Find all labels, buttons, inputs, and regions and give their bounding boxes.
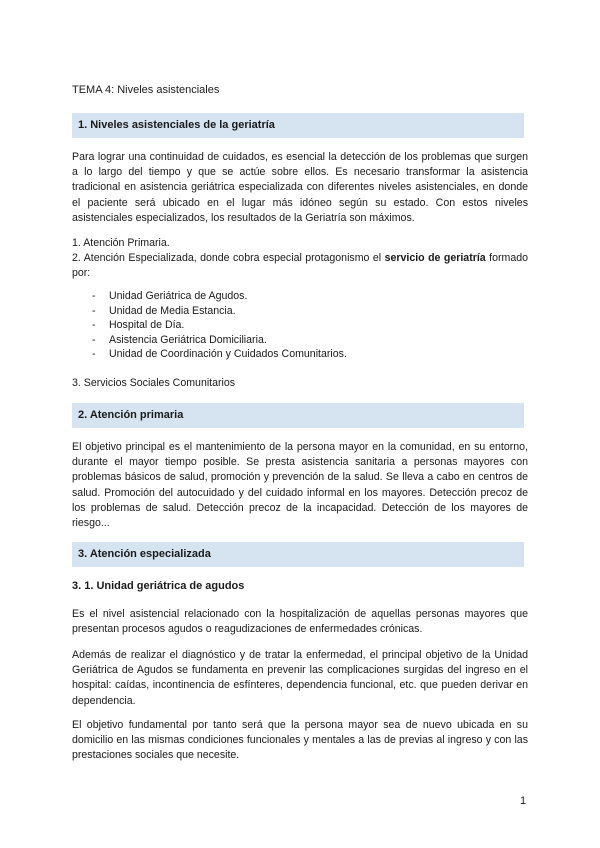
bullet-list (92, 289, 347, 362)
emphasis-text: servicio de geriatría (384, 252, 486, 264)
page-number: 1 (520, 795, 527, 807)
level-item: 1. Atención Primaria. (72, 237, 170, 249)
paragraph: Es el nivel asistencial relacionado con la hospitalización de aquellas personas mayores que presentan procesos agudos o reagudizaciones de enfermedades crónicas. (72, 608, 528, 636)
list-item: - Unidad de Media Estancia. (92, 304, 347, 319)
subsection-heading: 3. 1. Unidad geriátrica de agudos (72, 580, 245, 592)
section-heading-band (72, 403, 524, 428)
paragraph: El objetivo fundamental por tanto será que la persona mayor sea de nuevo ubicada en su domicilio en las mismas condiciones funcionales y mentales a las de previas al ingreso y con las prestaciones sociales que necesite. (72, 719, 528, 762)
paragraph: Además de realizar el diagnóstico y de tratar la enfermedad, el principal objetivo de la Unidad Geriátrica de Agudos se fundamenta en prevenir las complicaciones surgidas del ingreso en el hospital: caídas, incontinencia de esfínteres, dependencia funcional, etc. que pueden derivar en dependencia. (72, 649, 528, 707)
list-item: - Hospital de Día. (92, 318, 347, 333)
section-heading-band (72, 542, 524, 567)
list-item: - Asistencia Geriátrica Domiciliaria. (92, 333, 347, 348)
section-heading: 3. Atención especializada (78, 548, 211, 560)
paragraph: Para lograr una continuidad de cuidados, es esencial la detección de los problemas que surgen a lo largo del tiempo y que se actúe sobre ellos. Es necesario transformar la asistencia tradicional en asistencia geriátrica especializada con diferentes niveles asistenciales, en donde el paciente será ubicado en el lugar más idóneo según su estado. Con estos niveles asistenciales especializados, los resultados de la Geriatría son máximos. (72, 151, 528, 224)
topic-title: TEMA 4: Niveles asistenciales (72, 84, 220, 96)
list-item: - Unidad de Coordinación y Cuidados Comunitarios. (92, 347, 347, 362)
level-item: 3. Servicios Sociales Comunitarios (72, 377, 236, 389)
paragraph: El objetivo principal es el mantenimiento de la persona mayor en la comunidad, en su entorno, durante el mayor tiempo posible. Se presta asistencia sanitaria a personas mayores con problemas básicos de salud, promoción y prevención de la salud. Se lleva a cabo en centros de salud. Promoción del autocuidado y del cuidado informal en los mayores. Detección precoz de los problemas de salud. Detección precoz de la incapacidad. Detección de los mayores de riesgo... (72, 441, 528, 530)
level-item: 2. Atención Especializada, donde cobra especial protagonismo el servicio de geriatría formado por: (72, 252, 528, 280)
section-heading: 1. Niveles asistenciales de la geriatría (78, 119, 275, 131)
section-heading-band (72, 113, 524, 138)
list-item: - Unidad Geriátrica de Agudos. (92, 289, 347, 304)
section-heading: 2. Atención primaria (78, 409, 184, 421)
